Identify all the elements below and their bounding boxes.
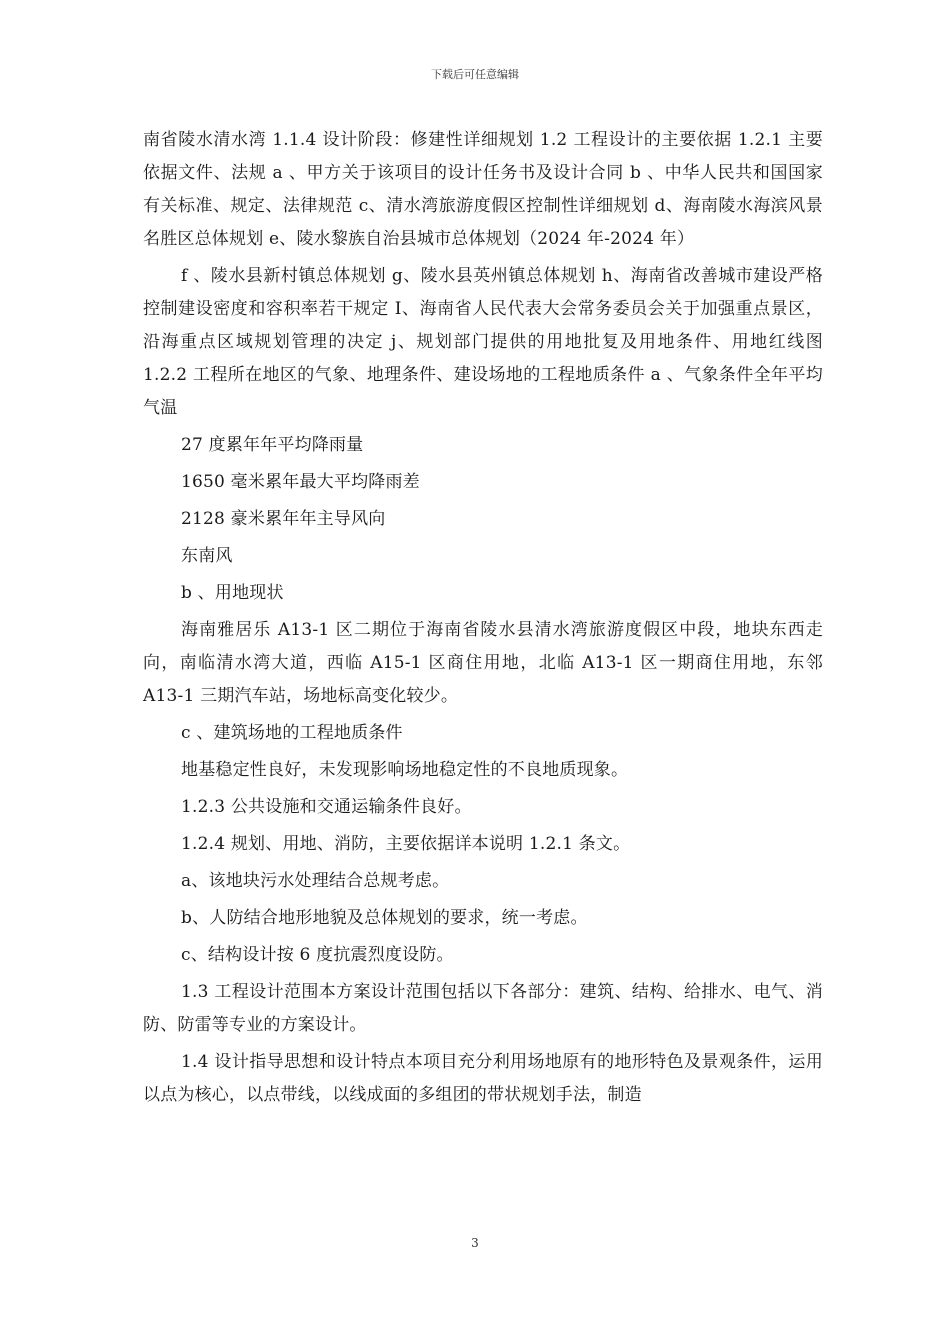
paragraph-1: 南省陵水清水湾 1.1.4 设计阶段：修建性详细规划 1.2 工程设计的主要依据 1.2.1 主要依据文件、法规 a 、甲方关于该项目的设计任务书及设计合同 b 、中华人民共和国国家有关标准、规定、法律规范 c、清水湾旅游度假区控制性详细规划 d、海南陵水海滨风景名胜区总体规划 e、陵水黎族自治县城市总体规划（2024 年-2024 年） [143, 130, 823, 249]
paragraph-14: b、人防结合地形地貌及总体规划的要求，统一考虑。 [181, 908, 588, 928]
paragraph-17: 1.4 设计指导思想和设计特点本项目充分利用场地原有的地形特色及景观条件，运用以点为核心，以点带线，以线成面的多组团的带状规划手法，制造 [143, 1052, 823, 1105]
paragraph-15: c、结构设计按 6 度抗震烈度设防。 [181, 945, 454, 965]
paragraph-5: 2128 豪米累年年主导风向 [181, 509, 386, 529]
paragraph-11: 1.2.3 公共设施和交通运输条件良好。 [181, 797, 472, 817]
paragraph-13: a、该地块污水处理结合总规考虑。 [181, 871, 450, 891]
paragraph-9: c 、建筑场地的工程地质条件 [181, 723, 403, 743]
paragraph-3: 27 度累年年平均降雨量 [181, 435, 364, 455]
paragraph-7: b 、用地现状 [181, 583, 284, 603]
paragraph-12: 1.2.4 规划、用地、消防，主要依据详本说明 1.2.1 条文。 [181, 834, 631, 854]
page-header: 下载后可任意编辑 [431, 68, 519, 81]
paragraph-4: 1650 毫米累年最大平均降雨差 [181, 472, 420, 492]
paragraph-6: 东南风 [181, 546, 233, 566]
paragraph-8: 海南雅居乐 A13-1 区二期位于海南省陵水县清水湾旅游度假区中段，地块东西走向，南临清水湾大道，西临 A15-1 区商住用地，北临 A13-1 区一期商住用地，东邻 A13-1 三期汽车站，场地标高变化较少。 [143, 620, 823, 706]
paragraph-10: 地基稳定性良好，未发现影响场地稳定性的不良地质现象。 [181, 760, 629, 780]
paragraph-16: 1.3 工程设计范围本方案设计范围包括以下各部分：建筑、结构、给排水、电气、消防、防雷等专业的方案设计。 [143, 982, 823, 1035]
page-number: 3 [471, 1236, 479, 1250]
document-body [143, 124, 823, 1112]
paragraph-2: f 、陵水县新村镇总体规划 g、陵水县英州镇总体规划 h、海南省改善城市建设严格控制建设密度和容积率若干规定 I、海南省人民代表大会常务委员会关于加强重点景区，沿海重点区域规划管理的决定 j、规划部门提供的用地批复及用地条件、用地红线图 1.2.2 工程所在地区的气象、地理条件、建设场地的工程地质条件 a 、气象条件全年平均气温 [143, 266, 823, 418]
